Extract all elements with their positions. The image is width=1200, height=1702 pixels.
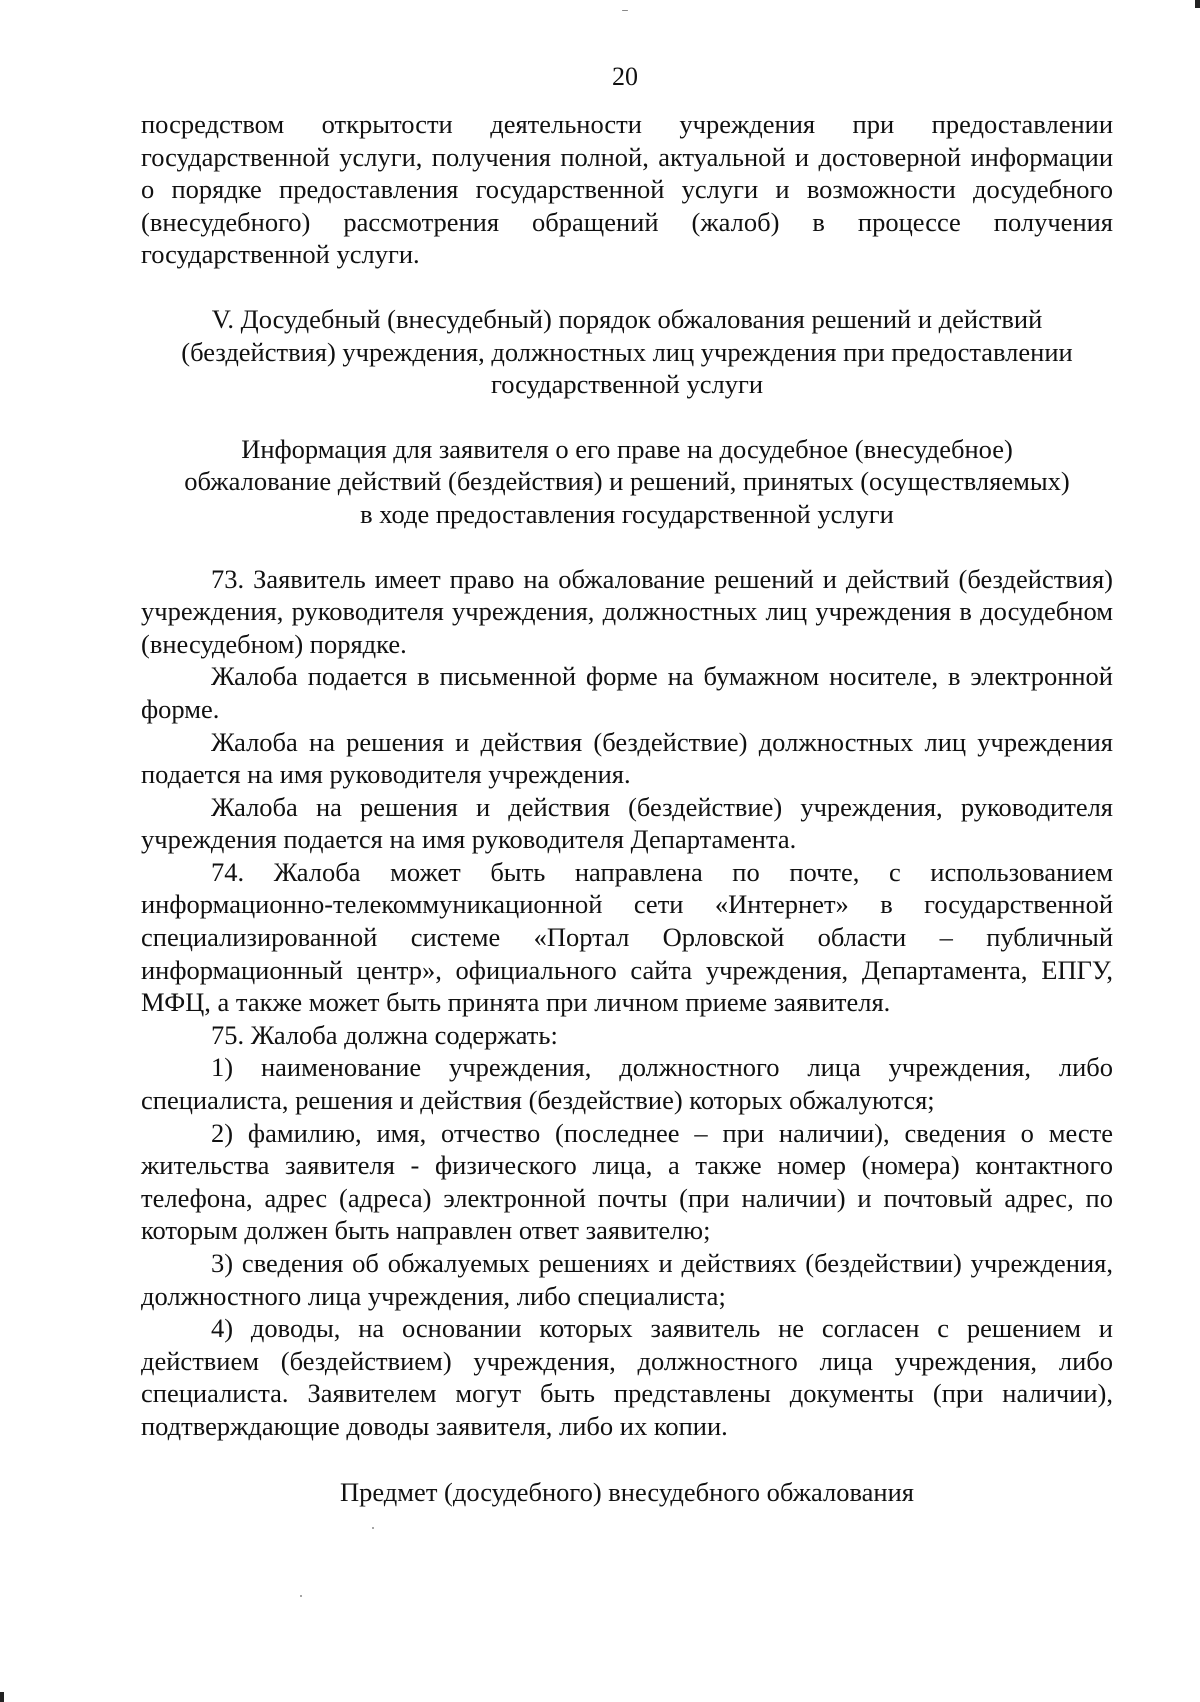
info-heading-line: обжалование действий (бездействия) и решений, принятых (осуществляемых) bbox=[184, 466, 1070, 497]
section-heading bbox=[141, 303, 1113, 401]
spacer bbox=[141, 531, 1113, 563]
section-heading-line: V. Досудебный (внесудебный) порядок обжалования решений и действий bbox=[211, 303, 1043, 334]
paragraph-73: 73. Заявитель имеет право на обжалование решений и действий (бездействия) учреждения, руководителя учреждения, должностных лиц учреждения в досудебном (внесудебном) порядке. bbox=[141, 563, 1113, 659]
section-heading-line: (бездействия) учреждения, должностных лиц учреждения при предоставлении bbox=[181, 336, 1073, 367]
paragraph-75: 75. Жалоба должна содержать: bbox=[211, 1019, 558, 1050]
intro-paragraph: посредством открытости деятельности учреждения при предоставлении государственной услуги, получения полной, актуальной и достоверной информации о порядке предоставления государственной услуги и возможности досудебного (внесудебного) рассмотрения обращений (жалоб) в процессе получения государственной услуги. bbox=[141, 109, 1113, 270]
paragraph-complaint-form: Жалоба подается в письменной форме на бумажном носителе, в электронной форме. bbox=[141, 661, 1113, 724]
scan-speck bbox=[372, 1527, 374, 1529]
spacer bbox=[141, 401, 1113, 433]
scan-mark-top-right bbox=[1195, 0, 1200, 8]
list-item-1: 1) наименование учреждения, должностного лица учреждения, либо специалиста, решения и действия (бездействие) которых обжалуются; bbox=[141, 1052, 1113, 1116]
paragraph-74: 74. Жалоба может быть направлена по почте, с использованием информационно-телекоммуникационной сети «Интернет» в государственной специализированной системе «Портал Орловской области – публичный информационный центр», официального сайта учреждения, Департамента, ЕПГУ, МФЦ, а также может быть принята при личном приеме заявителя. bbox=[141, 856, 1113, 1018]
section-heading-line: государственной услуги bbox=[490, 369, 764, 400]
list-item-2: 2) фамилию, имя, отчество (последнее – при наличии), сведения о месте жительства заявителя - физического лица, а также номер (номера) контактного телефона, адрес (адреса) электронной почты (при наличии) и почтовый адрес, по которым должен быть направлен ответ заявителю; bbox=[141, 1117, 1113, 1246]
info-heading-line: в ходе предоставления государственной услуги bbox=[360, 498, 894, 529]
scan-speck bbox=[300, 1595, 302, 1597]
info-heading-line: Информация для заявителя о его праве на досудебное (внесудебное) bbox=[241, 433, 1013, 464]
appeal-rules bbox=[141, 563, 1113, 1443]
page-number: 20 bbox=[612, 62, 638, 91]
info-heading bbox=[141, 433, 1113, 531]
list-item-4: 4) доводы, на основании которых заявитель не согласен с решением и действием (бездействием) учреждения, должностного лица учреждения, либо специалиста. Заявителем могут быть представлены документы (при наличии), подтверждающие доводы заявителя, либо их копии. bbox=[141, 1313, 1113, 1441]
scan-mark-bottom-left bbox=[0, 1692, 4, 1702]
subject-heading: Предмет (досудебного) внесудебного обжалования bbox=[340, 1476, 914, 1507]
paragraph-complaint-institution: Жалоба на решения и действия (бездействие) учреждения, руководителя учреждения подается на имя руководителя Департамента. bbox=[141, 791, 1113, 855]
spacer bbox=[141, 1443, 1113, 1476]
paragraph-complaint-officials: Жалоба на решения и действия (бездействие) должностных лиц учреждения подается на имя руководителя учреждения. bbox=[141, 726, 1113, 790]
document-body bbox=[141, 108, 1113, 1508]
list-item-3: 3) сведения об обжалуемых решениях и действиях (бездействии) учреждения, должностного лица учреждения, либо специалиста; bbox=[141, 1248, 1113, 1311]
scan-speck bbox=[622, 10, 628, 11]
spacer bbox=[141, 271, 1113, 303]
